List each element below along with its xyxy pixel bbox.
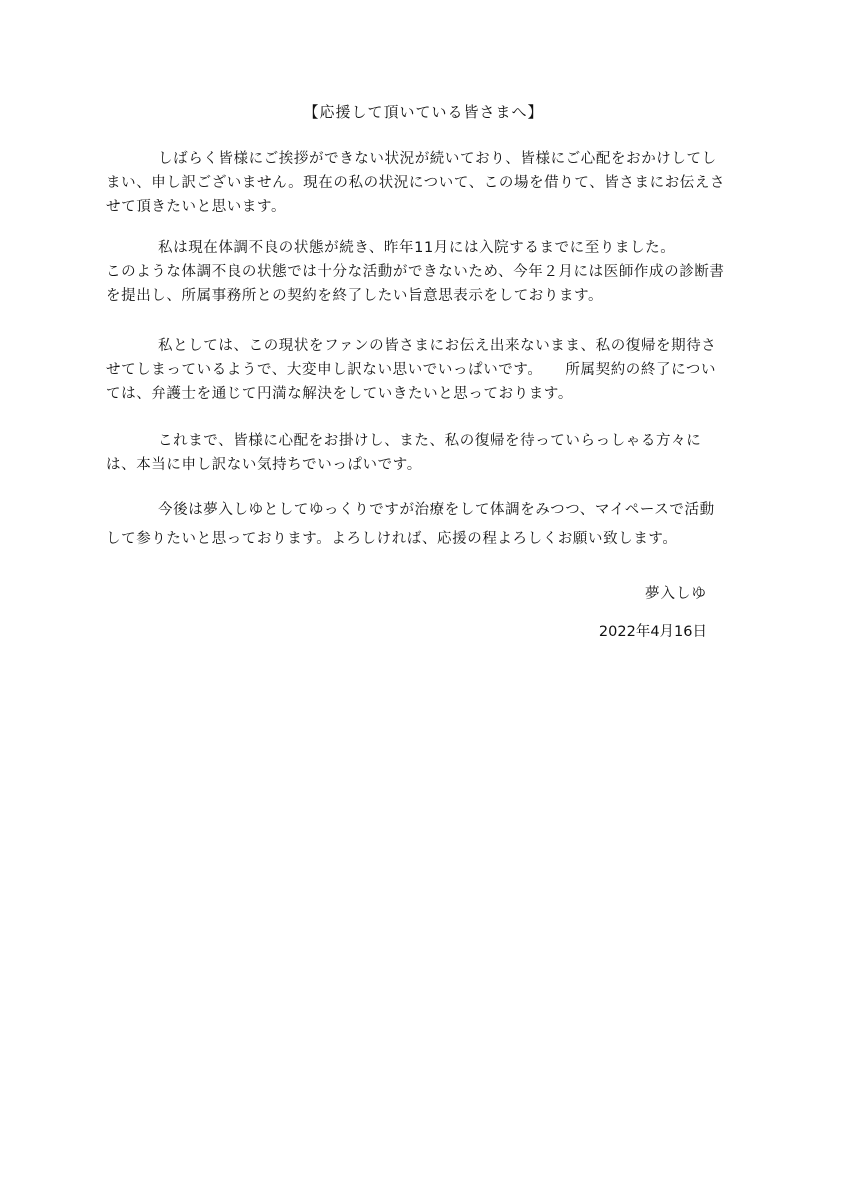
signature-name: 夢入しゆ	[645, 586, 707, 602]
paragraph-line: して参りたいと思っております。よろしければ、応援の程よろしくお願い致します。	[106, 531, 678, 547]
paragraph-line: ては、弁護士を通じて円満な解決をしていきたいと思っております。	[106, 386, 573, 402]
document-date: 2022年4月16日	[598, 624, 707, 640]
paragraph-line: しばらく皆様にご挨拶ができない状況が続いており、皆様にご心配をおかけしてし	[158, 151, 717, 167]
paragraph-line: これまで、皆様に心配をお掛けし、また、私の復帰を待っていらっしゃる方々に	[158, 433, 702, 449]
paragraph-line: せて頂きたいと思います。	[106, 199, 287, 215]
paragraph-apology	[106, 334, 746, 406]
document-title: 【応援して頂いている皆さまへ】	[303, 103, 544, 121]
paragraph-line: 今後は夢入しゆとしてゆっくりですが治療をして体調をみつつ、マイペースで活動	[158, 502, 715, 518]
paragraph-line: せてしまっているようで、大変申し訳ない思いでいっぱいです。 所属契約の終了につい	[106, 362, 717, 378]
paragraph-line: 私は現在体調不良の状態が続き、昨年11月には入院するまでに至りました。	[158, 240, 676, 256]
paragraph-line: を提出し、所属事務所との契約を終了したい旨意思表示をしております。	[106, 288, 604, 304]
paragraph-health-status	[106, 236, 746, 308]
paragraph-future-plans	[106, 498, 746, 551]
paragraph-line: まい、申し訳ございません。現在の私の状況について、この場を借りて、皆さまにお伝えさ	[106, 175, 726, 191]
paragraph-line: は、本当に申し訳ない気持ちでいっぱいです。	[106, 457, 422, 473]
paragraph-line: 私としては、この現状をファンの皆さまにお伝え出来ないまま、私の復帰を期待さ	[158, 338, 717, 354]
paragraph-gratitude	[106, 429, 746, 477]
paragraph-greeting	[106, 147, 746, 219]
paragraph-line: このような体調不良の状態では十分な活動ができないため、今年２月には医師作成の診断書	[106, 264, 725, 280]
